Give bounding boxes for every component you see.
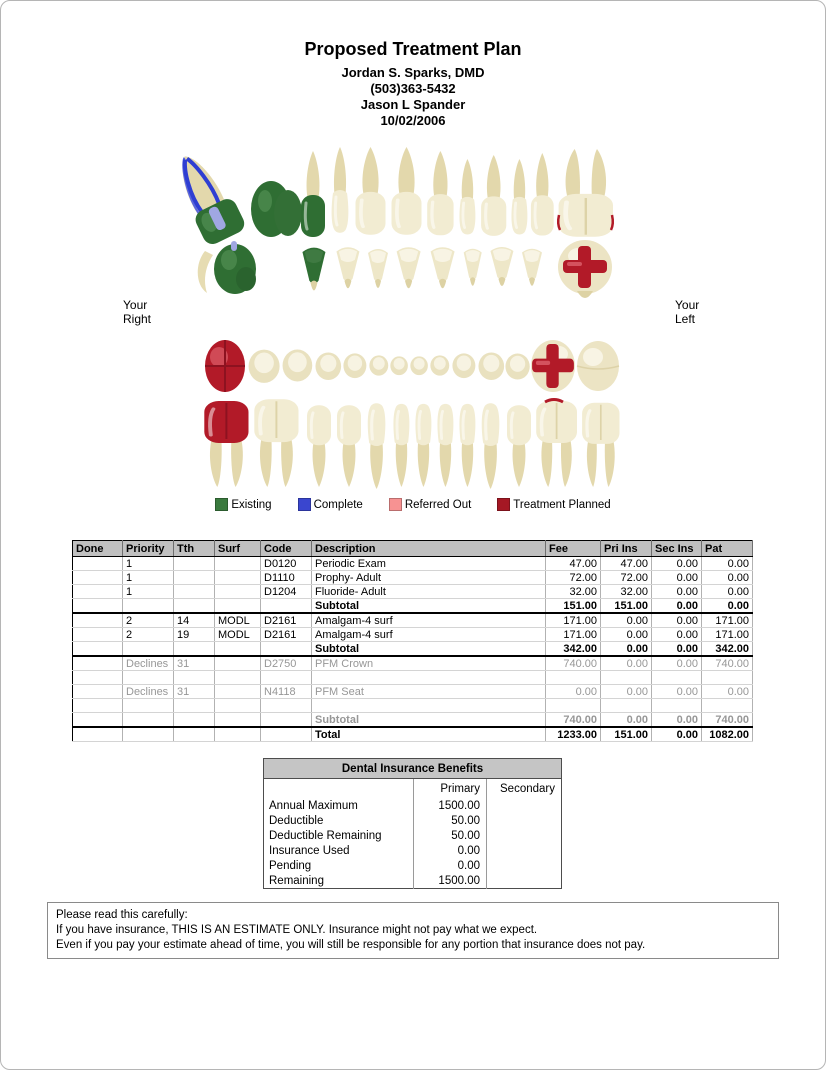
treatment-row: Subtotal 342.00 0.00 0.00 342.00 <box>73 642 753 657</box>
treatment-row: Declines 31 D2750 PFM Crown 740.00 0.00 0.00 740.00 <box>73 656 753 671</box>
tooth-14-occlusal-treatment-planned <box>558 240 612 298</box>
treatment-row: Subtotal 740.00 0.00 0.00 740.00 <box>73 713 753 728</box>
provider-name: Jordan S. Sparks, DMD <box>341 65 485 80</box>
tooth-existing-occlusal <box>214 241 256 294</box>
treatment-row: 1 D1110 Prophy- Adult 72.00 72.00 0.00 0.00 <box>73 571 753 585</box>
disclaimer-line: If you have insurance, THIS IS AN ESTIMATE ONLY. Insurance might not pay what we expect. <box>56 924 538 936</box>
treatment-row: Subtotal 151.00 151.00 0.00 0.00 <box>73 599 753 614</box>
disclaimer-line: Even if you pay your estimate ahead of time, you will still be responsible for any portion that insurance does not pay. <box>56 939 646 951</box>
upper-arch-facial-view <box>168 145 613 247</box>
insurance-row: Remaining 1500.00 <box>264 873 562 889</box>
page-title: Proposed Treatment Plan <box>304 39 522 59</box>
your-left-label: Your Left <box>675 298 700 326</box>
treatment-row: 2 14 MODL D2161 Amalgam-4 surf 171.00 0.00 0.00 171.00 <box>73 613 753 628</box>
column-header: Pat <box>702 541 753 557</box>
legend-swatch <box>497 498 510 511</box>
legend-label: Existing <box>231 498 272 511</box>
treatment-table-header <box>73 541 753 557</box>
lower-arch-facial-view <box>204 399 619 489</box>
insurance-row: Annual Maximum 1500.00 <box>264 798 562 813</box>
disclaimer-box <box>47 902 779 959</box>
disclaimer-line: Please read this carefully: <box>56 909 188 921</box>
column-header: Fee <box>546 541 601 557</box>
legend-item <box>497 498 610 511</box>
tooth-chart-graphic <box>101 139 721 521</box>
your-right-label: Your Right <box>123 298 152 326</box>
legend-swatch <box>215 498 228 511</box>
insurance-row: Pending 0.00 <box>264 858 562 873</box>
tooth-existing-crown <box>251 181 302 237</box>
provider-phone: (503)363-5432 <box>370 81 456 96</box>
treatment-row: 2 19 MODL D2161 Amalgam-4 surf 171.00 0.00 0.00 171.00 <box>73 628 753 642</box>
column-header: Priority <box>123 541 174 557</box>
tooth-root-canal-complete <box>168 145 248 247</box>
tooth-31-facial-treatment-planned <box>204 401 248 487</box>
column-header: Done <box>73 541 123 557</box>
legend-label: Treatment Planned <box>513 498 611 511</box>
treatment-row: Declines 31 N4118 PFM Seat 0.00 0.00 0.00 0.00 <box>73 685 753 699</box>
column-header: Description <box>312 541 546 557</box>
report-date: 10/02/2006 <box>380 113 446 128</box>
legend-item <box>298 498 363 511</box>
column-header: Tth <box>174 541 215 557</box>
column-header: Code <box>261 541 312 557</box>
legend-item <box>389 498 471 511</box>
insurance-row: Insurance Used 0.00 <box>264 843 562 858</box>
legend-swatch <box>298 498 311 511</box>
treatment-row: 1 D1204 Fluoride- Adult 32.00 32.00 0.00 0.00 <box>73 585 753 599</box>
insurance-table <box>263 758 562 889</box>
legend-label: Referred Out <box>404 498 472 511</box>
treatment-row: Total 1233.00 151.00 0.00 1082.00 <box>73 727 753 742</box>
insurance-column-headers <box>264 779 562 799</box>
insurance-panel <box>263 758 561 889</box>
upper-arch-occlusal-view <box>198 240 612 298</box>
legend-swatch <box>389 498 402 511</box>
insurance-column-header: Primary <box>414 779 487 799</box>
tooth-31-occlusal-treatment-planned <box>205 340 245 392</box>
column-header: Sec Ins <box>652 541 702 557</box>
column-header: Pri Ins <box>601 541 652 557</box>
patient-name: Jason L Spander <box>360 97 466 112</box>
legend-label: Complete <box>313 498 363 511</box>
treatment-row: 1 D0120 Periodic Exam 47.00 47.00 0.00 0.00 <box>73 557 753 571</box>
tooth-14-facial <box>558 149 613 237</box>
column-header: Surf <box>215 541 261 557</box>
treatment-row <box>73 699 753 713</box>
insurance-row: Deductible Remaining 50.00 <box>264 828 562 843</box>
tooth-19-facial <box>536 400 577 488</box>
treatment-row <box>73 671 753 685</box>
chart-legend <box>1 498 825 511</box>
insurance-column-header: Secondary <box>487 779 562 799</box>
legend-item <box>215 498 271 511</box>
insurance-row: Deductible 50.00 <box>264 813 562 828</box>
insurance-title: Dental Insurance Benefits <box>264 759 562 779</box>
tooth-existing-premolar <box>301 151 325 237</box>
tooth-19-occlusal-treatment-planned <box>531 340 575 392</box>
treatment-table <box>72 540 753 742</box>
lower-arch-occlusal-view <box>205 340 619 392</box>
report-header <box>1 39 825 129</box>
